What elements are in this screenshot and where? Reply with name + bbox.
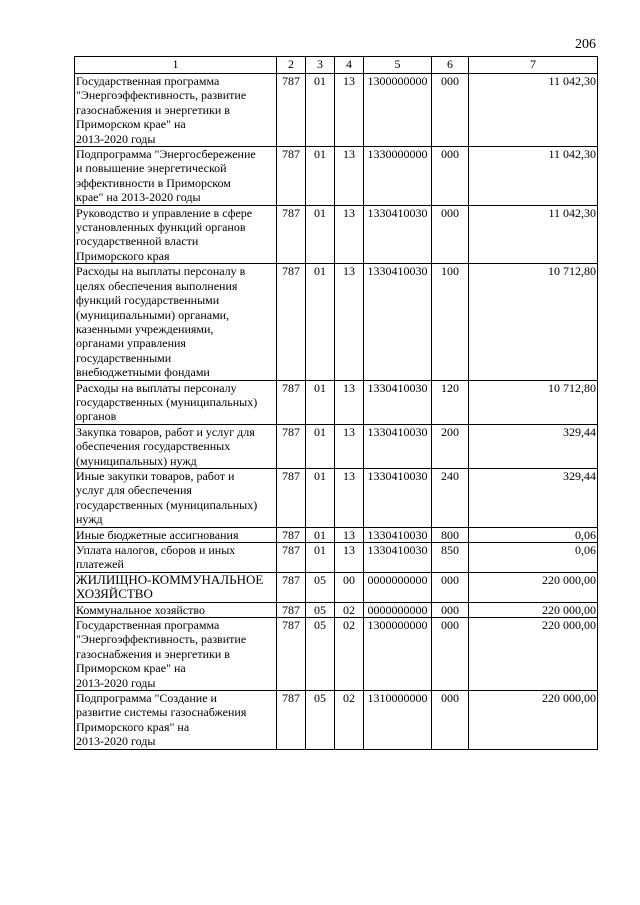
subsection-code: 13 <box>335 147 364 206</box>
target-article-code: 0000000000 <box>364 572 432 602</box>
target-article-code: 1330410030 <box>364 527 432 542</box>
expense-type-code: 800 <box>432 527 469 542</box>
amount: 0,06 <box>469 543 598 573</box>
subsection-code: 13 <box>335 543 364 573</box>
row-name <box>75 572 277 602</box>
section-code: 05 <box>306 572 335 602</box>
row-name-line: функций государственными <box>76 293 220 308</box>
expense-type-code: 000 <box>432 572 469 602</box>
amount: 220 000,00 <box>469 572 598 602</box>
target-article-code: 1300000000 <box>364 618 432 691</box>
section-code: 05 <box>306 691 335 750</box>
row-name-line: Руководство и управление в сфере <box>76 205 253 220</box>
ministry-code: 787 <box>277 468 306 527</box>
subsection-code: 13 <box>335 205 364 264</box>
row-name-line: и повышение энергетической <box>76 161 227 176</box>
table-row <box>75 572 598 602</box>
subsection-code: 02 <box>335 691 364 750</box>
expense-type-code: 000 <box>432 205 469 264</box>
row-name-line: обеспечения государственных <box>76 439 231 454</box>
amount: 11 042,30 <box>469 205 598 264</box>
amount: 329,44 <box>469 468 598 527</box>
row-name <box>75 74 277 147</box>
amount: 11 042,30 <box>469 147 598 206</box>
row-name-line: нужд <box>76 512 103 527</box>
ministry-code: 787 <box>277 380 306 424</box>
ministry-code: 787 <box>277 527 306 542</box>
section-code: 01 <box>306 264 335 380</box>
table-row <box>75 147 598 206</box>
amount: 10 712,80 <box>469 380 598 424</box>
row-name-line: Расходы на выплаты персоналу <box>76 380 237 395</box>
subsection-code: 02 <box>335 602 364 617</box>
expense-type-code: 000 <box>432 74 469 147</box>
table-row <box>75 424 598 468</box>
section-code: 01 <box>306 380 335 424</box>
amount: 220 000,00 <box>469 602 598 617</box>
row-name-line: "Энергоэффективность, развитие <box>76 632 247 647</box>
row-name-line: Подпрограмма "Создание и <box>76 691 217 706</box>
ministry-code: 787 <box>277 74 306 147</box>
subsection-code: 13 <box>335 527 364 542</box>
section-code: 05 <box>306 618 335 691</box>
column-header: 2 <box>277 57 306 74</box>
row-name-line: установленных функций органов <box>76 220 246 235</box>
target-article-code: 1330410030 <box>364 264 432 380</box>
expense-type-code: 000 <box>432 602 469 617</box>
section-code: 01 <box>306 468 335 527</box>
row-name-line: органами управления <box>76 336 186 351</box>
expense-type-code: 120 <box>432 380 469 424</box>
row-name <box>75 147 277 206</box>
row-name-line: внебюджетными фондами <box>76 365 210 380</box>
section-code: 01 <box>306 205 335 264</box>
row-name-line: 2013-2020 годы <box>76 734 156 749</box>
row-name <box>75 618 277 691</box>
ministry-code: 787 <box>277 602 306 617</box>
column-header: 6 <box>432 57 469 74</box>
row-name-line: Государственная программа <box>76 74 220 88</box>
expense-type-code: 000 <box>432 618 469 691</box>
target-article-code: 1330410030 <box>364 380 432 424</box>
row-name-line: Приморского края <box>76 248 170 263</box>
table-row <box>75 602 598 617</box>
row-name-line: государственных (муниципальных) <box>76 497 258 512</box>
row-name-line: Государственная программа <box>76 618 220 633</box>
ministry-code: 787 <box>277 205 306 264</box>
row-name-line: (муниципальных) нужд <box>76 453 197 468</box>
expense-type-code: 200 <box>432 424 469 468</box>
row-name-line: органов <box>76 409 117 424</box>
table-row <box>75 264 598 380</box>
table-row <box>75 543 598 573</box>
table-row <box>75 527 598 542</box>
target-article-code: 1300000000 <box>364 74 432 147</box>
subsection-code: 13 <box>335 424 364 468</box>
expense-type-code: 100 <box>432 264 469 380</box>
table-row <box>75 205 598 264</box>
row-name-line: Коммунальное хозяйство <box>76 602 205 617</box>
amount: 220 000,00 <box>469 691 598 750</box>
subsection-code: 13 <box>335 468 364 527</box>
table-row <box>75 74 598 147</box>
row-name <box>75 602 277 617</box>
row-name-line: газоснабжения и энергетики в <box>76 102 230 117</box>
target-article-code: 1330410030 <box>364 424 432 468</box>
table-row <box>75 691 598 750</box>
row-name <box>75 527 277 542</box>
target-article-code: 1330410030 <box>364 205 432 264</box>
row-name <box>75 468 277 527</box>
row-name-line: государственными <box>76 350 172 365</box>
row-name-line: Подпрограмма "Энергосбережение <box>76 147 256 162</box>
amount: 10 712,80 <box>469 264 598 380</box>
page-number: 206 <box>575 37 596 52</box>
row-name-line: Приморском крае" на <box>76 661 186 676</box>
target-article-code: 0000000000 <box>364 602 432 617</box>
target-article-code: 1310000000 <box>364 691 432 750</box>
ministry-code: 787 <box>277 691 306 750</box>
subsection-code: 02 <box>335 618 364 691</box>
row-name-line: государственной власти <box>76 234 199 249</box>
row-name-line: 2013-2020 годы <box>76 131 156 146</box>
row-name-line: Закупка товаров, работ и услуг для <box>76 424 255 439</box>
column-header: 7 <box>469 57 598 74</box>
column-header: 4 <box>335 57 364 74</box>
table-row <box>75 618 598 691</box>
row-name-line: (муниципальными) органами, <box>76 307 230 322</box>
row-name-line: целях обеспечения выполнения <box>76 278 238 293</box>
expense-type-code: 000 <box>432 691 469 750</box>
expense-type-code: 000 <box>432 147 469 206</box>
table-row <box>75 380 598 424</box>
ministry-code: 787 <box>277 543 306 573</box>
subsection-code: 13 <box>335 74 364 147</box>
row-name-line: Иные бюджетные ассигнования <box>76 527 239 542</box>
amount: 329,44 <box>469 424 598 468</box>
row-name-line: Приморского края" на <box>76 719 190 734</box>
row-name <box>75 380 277 424</box>
row-name-line: услуг для обеспечения <box>76 483 192 498</box>
target-article-code: 1330410030 <box>364 468 432 527</box>
expense-type-code: 240 <box>432 468 469 527</box>
row-name-line: казенными учреждениями, <box>76 321 214 336</box>
row-name-line: 2013-2020 годы <box>76 675 156 690</box>
row-name-line: государственных (муниципальных) <box>76 394 258 409</box>
row-name-line: "Энергоэффективность, развитие <box>76 88 247 103</box>
section-code: 01 <box>306 424 335 468</box>
row-name <box>75 424 277 468</box>
ministry-code: 787 <box>277 618 306 691</box>
section-code: 01 <box>306 543 335 573</box>
row-name <box>75 543 277 573</box>
row-name <box>75 205 277 264</box>
row-name-line: газоснабжения и энергетики в <box>76 646 230 661</box>
budget-table <box>74 56 598 750</box>
amount: 0,06 <box>469 527 598 542</box>
row-name-line: эффективности в Приморском <box>76 175 231 190</box>
target-article-code: 1330000000 <box>364 147 432 206</box>
amount: 220 000,00 <box>469 618 598 691</box>
row-name <box>75 264 277 380</box>
target-article-code: 1330410030 <box>364 543 432 573</box>
row-name <box>75 691 277 750</box>
section-code: 01 <box>306 74 335 147</box>
section-code: 05 <box>306 602 335 617</box>
row-name-line: ХОЗЯЙСТВО <box>76 586 153 602</box>
table-row <box>75 468 598 527</box>
ministry-code: 787 <box>277 424 306 468</box>
section-code: 01 <box>306 147 335 206</box>
ministry-code: 787 <box>277 572 306 602</box>
row-name-line: Уплата налогов, сборов и иных <box>76 543 236 557</box>
column-header: 1 <box>75 57 277 74</box>
section-code: 01 <box>306 527 335 542</box>
expense-type-code: 850 <box>432 543 469 573</box>
row-name-line: Иные закупки товаров, работ и <box>76 468 235 483</box>
ministry-code: 787 <box>277 147 306 206</box>
header-row <box>75 57 598 74</box>
row-name-line: Расходы на выплаты персоналу в <box>76 264 246 279</box>
row-name-line: развитие системы газоснабжения <box>76 705 247 720</box>
row-name-line: крае" на 2013-2020 годы <box>76 190 201 205</box>
column-header: 3 <box>306 57 335 74</box>
row-name-line: Приморском крае" на <box>76 117 186 132</box>
subsection-code: 00 <box>335 572 364 602</box>
row-name-line: платежей <box>76 557 124 572</box>
subsection-code: 13 <box>335 380 364 424</box>
subsection-code: 13 <box>335 264 364 380</box>
row-name-line: ЖИЛИЩНО-КОММУНАЛЬНОЕ <box>76 571 264 587</box>
amount: 11 042,30 <box>469 74 598 147</box>
column-header: 5 <box>364 57 432 74</box>
ministry-code: 787 <box>277 264 306 380</box>
